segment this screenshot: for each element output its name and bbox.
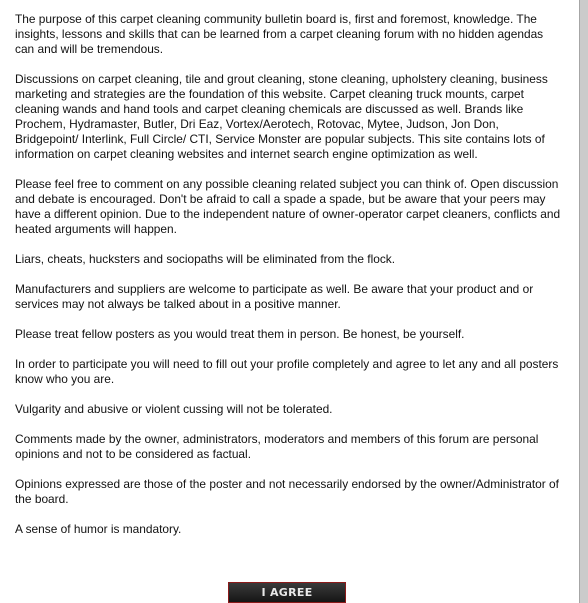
terms-paragraph-treat: Please treat fellow posters as you would treat them in person. Be honest, be yourself. <box>15 327 465 341</box>
terms-paragraph-liars: Liars, cheats, hucksters and sociopaths will be eliminated from the flock. <box>15 252 396 266</box>
terms-paragraph-profile: In order to participate you will need to fill out your profile completely and agree to let any and all posters know who you are. <box>15 357 559 386</box>
scrollbar[interactable] <box>579 0 588 603</box>
terms-paragraph-discussion: Please feel free to comment on any possible cleaning related subject you can think of. Open discussion and debate is encouraged. Don't be afraid to call a spade a spade, but be aware that your peers may have a different opinion. Due to the independent nature of owner-operator carpet cleaners, conflicts and heated arguments will happen. <box>15 177 561 236</box>
terms-text <box>15 12 563 552</box>
i-agree-button[interactable] <box>228 582 346 603</box>
terms-paragraph-opinions: Opinions expressed are those of the poster and not necessarily endorsed by the owner/Administrator of the board. <box>15 477 559 506</box>
terms-paragraph-comments: Comments made by the owner, administrators, moderators and members of this forum are personal opinions and not to be considered as factual. <box>15 432 539 461</box>
terms-paragraph-topics: Discussions on carpet cleaning, tile and grout cleaning, stone cleaning, upholstery cleaning, business marketing and strategies are the foundation of this website. Carpet cleaning truck mounts, carpet cleaning wands and hand tools and carpet cleaning chemicals are discussed as well. Brands like Prochem, Hydramaster, Butler, Dri Eaz, Vortex/Aerotech, Rotovac, Mytee, Judson, Jon Don, Bridgepoint/ Interlink, Full Circle/ CTI, Service Monster are popular subjects. This site contains lots of information on carpet cleaning websites and internet search engine optimization as well. <box>15 72 548 161</box>
i-agree-label: I AGREE <box>261 586 313 599</box>
terms-paragraph-purpose: The purpose of this carpet cleaning community bulletin board is, first and foremost, knowledge. The insights, lessons and skills that can be learned from a carpet cleaning forum with no hidden agendas can and will be tremendous. <box>15 12 544 56</box>
terms-paragraph-humor: A sense of humor is mandatory. <box>15 522 182 536</box>
terms-paragraph-vulgarity: Vulgarity and abusive or violent cussing will not be tolerated. <box>15 402 333 416</box>
terms-paragraph-manufacturers: Manufacturers and suppliers are welcome to participate as well. Be aware that your product and or services may not always be talked about in a positive manner. <box>15 282 534 311</box>
